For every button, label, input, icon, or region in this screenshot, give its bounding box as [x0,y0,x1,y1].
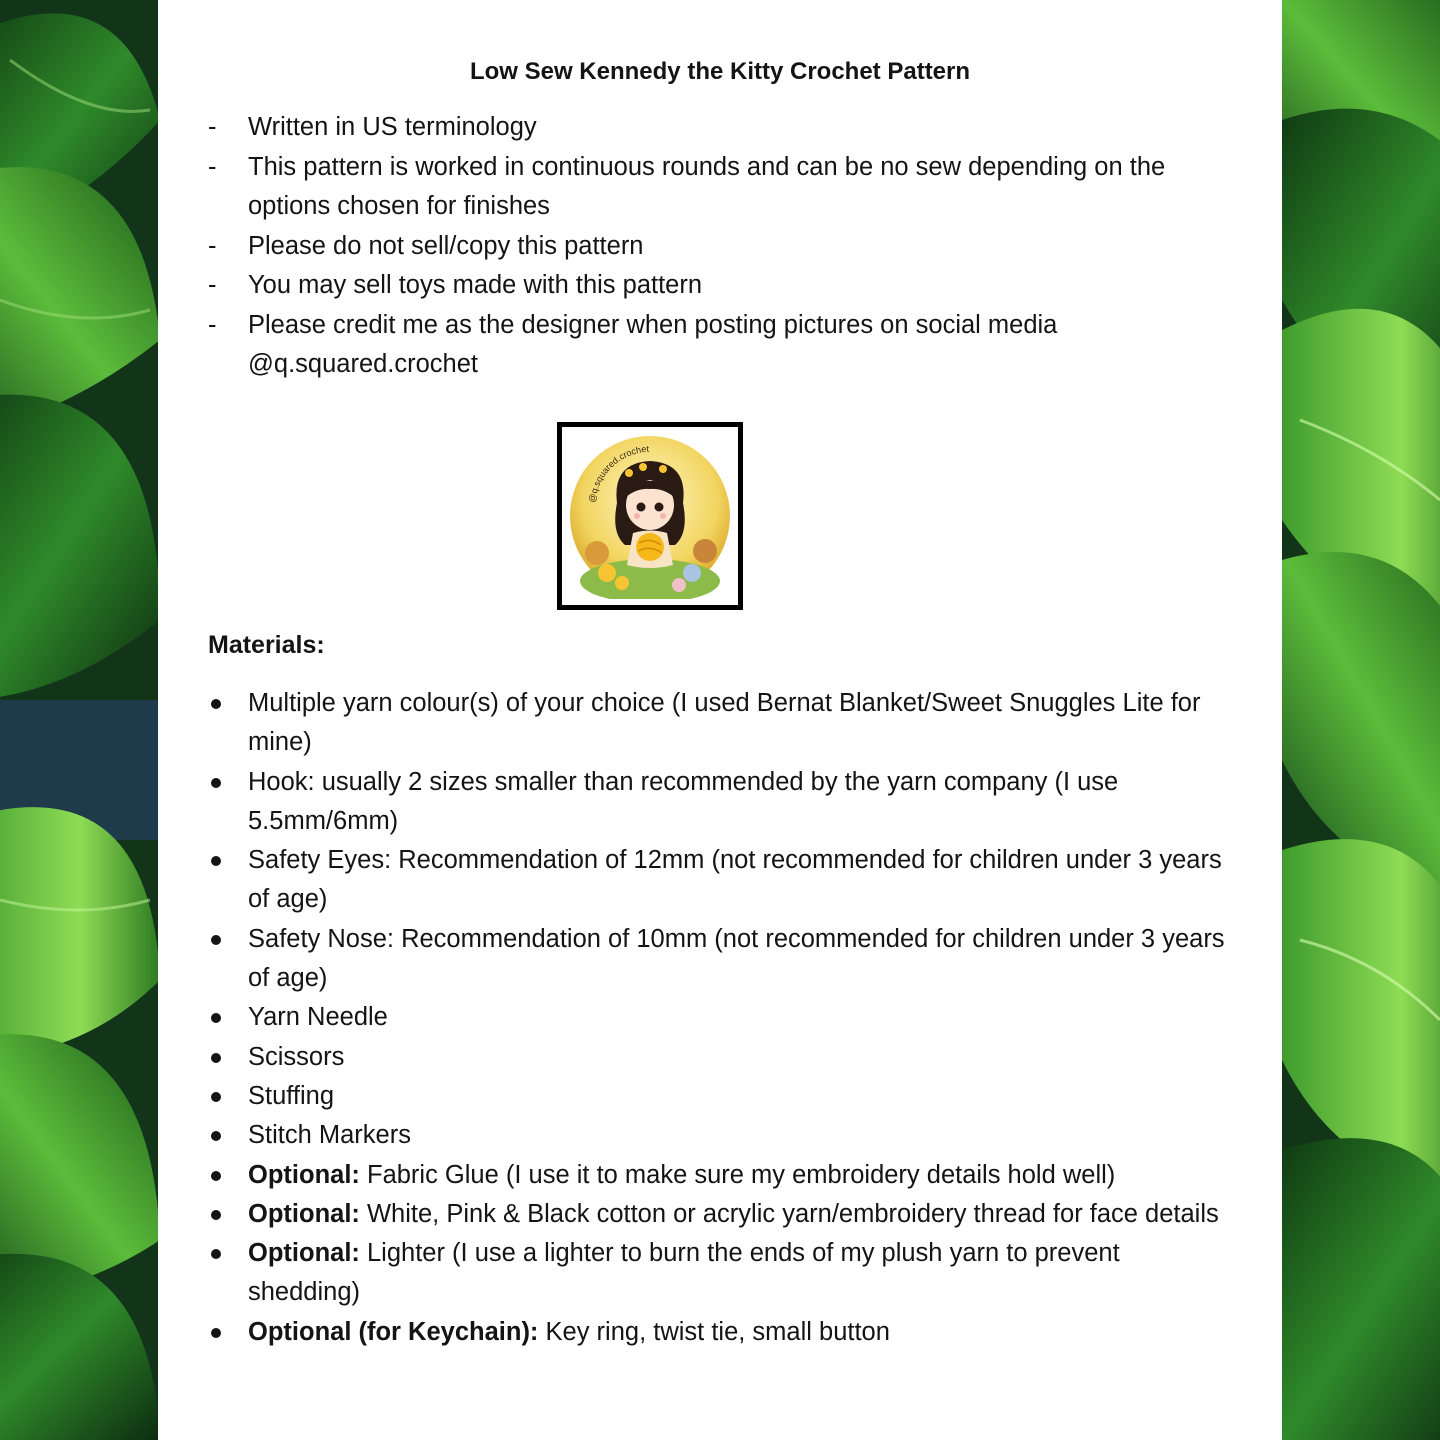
material-prefix: Optional: [248,1160,360,1189]
material-text: Stitch Markers [248,1121,411,1150]
material-item [208,1038,1238,1077]
bullet-icon [211,1210,221,1220]
designer-logo [557,422,743,610]
bullet-icon [211,1013,221,1023]
intro-item [208,227,1238,267]
materials-heading: Materials: [208,631,325,659]
intro-item-text: Please credit me as the designer when posting pictures on social media @q.squared.crochet [248,310,1058,378]
bullet-icon [211,1131,221,1141]
material-text: Fabric Glue (I use it to make sure my embroidery details hold well) [359,1160,1116,1189]
material-prefix: Optional: [248,1199,360,1228]
bullet-icon [211,778,221,788]
intro-item [208,148,1238,227]
material-item [208,1195,1238,1234]
material-item [208,1234,1238,1313]
bullet-icon [211,1092,221,1102]
intro-item-text: You may sell toys made with this pattern [248,271,703,299]
intro-item [208,306,1238,385]
logo-handle-text: @q.squared.crochet [586,443,650,504]
material-text: Safety Nose: Recommendation of 10mm (not recommended for children under 3 years of age) [248,924,1225,993]
material-text: Key ring, twist tie, small button [538,1317,890,1346]
material-item [208,1313,1238,1352]
bullet-icon [211,1053,221,1063]
material-text: Hook: usually 2 sizes smaller than recommended by the yarn company (I use 5.5mm/6mm) [248,767,1119,835]
dash-marker: - [208,152,217,181]
bullet-icon [211,1249,221,1259]
bullet-icon [211,1171,221,1181]
intro-notes-list [208,108,1238,385]
materials-list [208,684,1238,1352]
material-text: Yarn Needle [248,1003,388,1032]
pattern-document [158,0,1282,1440]
material-item [208,1077,1238,1116]
intro-item-text: Please do not sell/copy this pattern [248,231,644,260]
material-item [208,684,1238,763]
document-title: Low Sew Kennedy the Kitty Crochet Pattern [469,58,971,85]
material-prefix: Optional (for Keychain): [248,1317,539,1346]
bullet-icon [211,935,221,945]
material-text: Lighter (I use a lighter to burn the ends of my plush yarn to prevent shedding) [248,1239,1120,1307]
bullet-icon [211,699,221,709]
material-item [208,841,1238,920]
material-text: Safety Eyes: Recommendation of 12mm (not recommended for children under 3 years of age) [248,846,1222,914]
dash-marker: - [208,271,217,299]
material-text: Stuffing [248,1081,335,1110]
intro-item-text: This pattern is worked in continuous rounds and can be no sew depending on the options chosen for finishes [248,152,1166,220]
intro-item-text: Written in US terminology [248,113,537,141]
dash-marker: - [208,231,217,260]
material-item [208,920,1238,999]
material-item [208,1156,1238,1195]
intro-item [208,266,1238,306]
dash-marker: - [208,113,217,141]
dash-marker: - [208,310,217,339]
material-item [208,1116,1238,1155]
material-text: White, Pink & Black cotton or acrylic yarn/embroidery thread for face details [359,1199,1219,1228]
bullet-icon [211,1328,221,1338]
material-text: Scissors [248,1042,345,1071]
material-prefix: Optional: [248,1239,360,1268]
material-item [208,763,1238,842]
material-item [208,998,1238,1037]
material-text: Multiple yarn colour(s) of your choice (I used Bernat Blanket/Sweet Snuggles Lite for mine) [248,689,1201,757]
logo-girl-with-yarn-icon [567,433,733,599]
intro-item [208,108,1238,148]
bullet-icon [211,856,221,866]
